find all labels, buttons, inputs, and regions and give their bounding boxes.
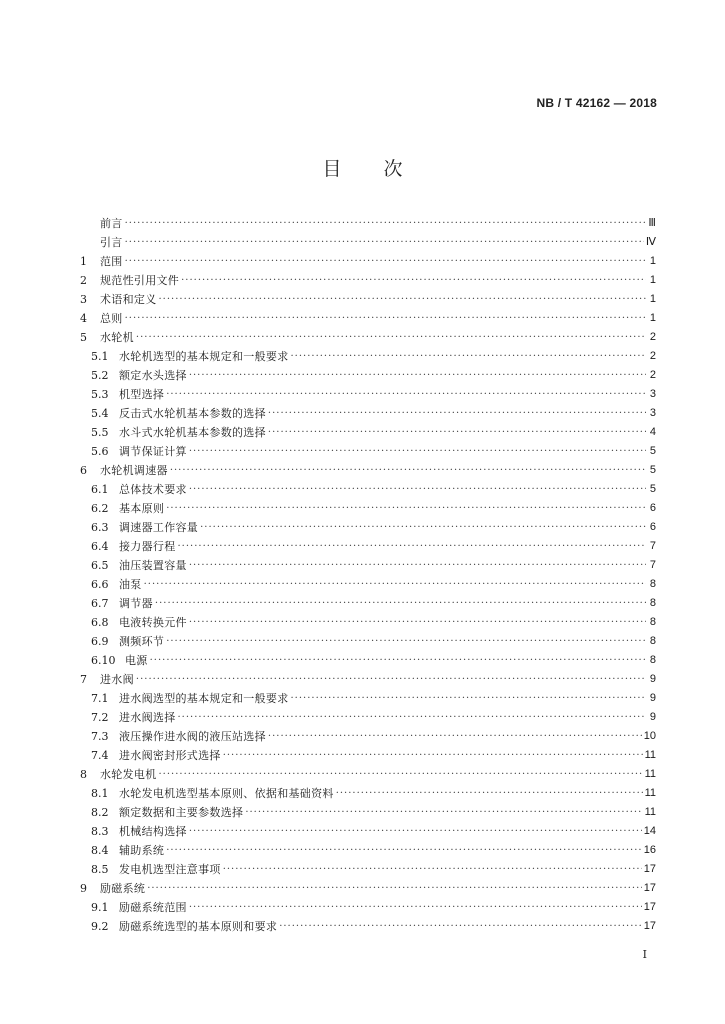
toc-entry[interactable] (80, 480, 656, 499)
toc-entry-page: 5 (649, 483, 656, 495)
toc-leader-dots (189, 480, 646, 499)
toc-entry-title: 接力器行程 (119, 540, 176, 553)
toc-entry-page: 8 (649, 635, 656, 647)
toc-entry-title: 规范性引用文件 (100, 274, 180, 287)
toc-entry-page: 10 (643, 730, 656, 742)
toc-entry-title: 进水阀密封形式选择 (119, 749, 221, 762)
toc-entry-number: 7.2 (91, 711, 109, 724)
toc-entry-number: 8 (80, 768, 87, 781)
toc-entry[interactable] (80, 252, 656, 271)
toc-entry-page: 7 (649, 540, 656, 552)
toc-entry-title: 机型选择 (119, 388, 165, 401)
toc-leader-dots (189, 442, 646, 461)
toc-leader-dots (268, 727, 642, 746)
toc-entry-page: 14 (643, 825, 656, 837)
toc-entry-title: 发电机选型注意事项 (119, 863, 221, 876)
toc-entry-number: 8.4 (91, 844, 109, 857)
table-of-contents (80, 214, 656, 936)
toc-entry-number: 8.3 (91, 825, 109, 838)
toc-entry-page: 9 (649, 692, 656, 704)
toc-entry[interactable] (80, 670, 656, 689)
toc-entry-page: 5 (649, 445, 656, 457)
toc-entry-title: 前言 (100, 217, 123, 230)
toc-entry-page: Ⅲ (648, 217, 656, 229)
toc-entry-title: 调节器 (119, 597, 153, 610)
toc-entry[interactable] (80, 803, 656, 822)
toc-entry-number: 7.3 (91, 730, 109, 743)
toc-entry-page: 9 (649, 673, 656, 685)
toc-entry-number: 9 (80, 882, 87, 895)
toc-entry[interactable] (80, 423, 656, 442)
toc-entry[interactable] (80, 461, 656, 480)
toc-entry-number: 6.5 (91, 559, 109, 572)
toc-leader-dots (166, 841, 642, 860)
toc-entry-number: 6.2 (91, 502, 109, 515)
toc-entry-number: 6.6 (91, 578, 109, 591)
toc-leader-dots (159, 290, 647, 309)
toc-entry-title: 额定数据和主要参数选择 (119, 806, 244, 819)
toc-entry-page: 11 (644, 787, 656, 799)
toc-entry[interactable] (80, 499, 656, 518)
toc-entry[interactable] (80, 347, 656, 366)
toc-entry-page: 6 (649, 521, 656, 533)
toc-entry[interactable] (80, 898, 656, 917)
toc-entry-title: 水轮机调速器 (100, 464, 168, 477)
toc-entry-page: 6 (649, 502, 656, 514)
toc-entry[interactable] (80, 651, 656, 670)
toc-entry-number: 9.2 (91, 920, 109, 933)
toc-entry-title: 引言 (100, 236, 123, 249)
toc-entry[interactable] (80, 879, 656, 898)
toc-entry[interactable] (80, 271, 656, 290)
toc-entry[interactable] (80, 784, 656, 803)
toc-entry-page: Ⅳ (645, 236, 656, 248)
toc-entry-number: 4 (80, 312, 87, 325)
toc-entry[interactable] (80, 822, 656, 841)
toc-entry-title: 油泵 (119, 578, 142, 591)
title-char-2: 次 (383, 158, 403, 180)
toc-entry[interactable] (80, 727, 656, 746)
toc-entry[interactable] (80, 328, 656, 347)
toc-entry-page: 7 (649, 559, 656, 571)
toc-entry[interactable] (80, 442, 656, 461)
toc-entry[interactable] (80, 214, 656, 233)
toc-entry[interactable] (80, 309, 656, 328)
toc-entry-page: 11 (644, 768, 656, 780)
toc-entry-number: 7.4 (91, 749, 109, 762)
toc-entry-number: 5.2 (91, 369, 109, 382)
toc-entry-title: 进水阀选择 (119, 711, 176, 724)
toc-entry-number: 1 (80, 255, 87, 268)
toc-entry-page: 9 (649, 711, 656, 723)
toc-leader-dots (166, 499, 646, 518)
toc-entry-page: 3 (649, 407, 656, 419)
toc-entry-number: 6.3 (91, 521, 109, 534)
toc-entry-page: 17 (643, 882, 656, 894)
toc-entry-number: 8.2 (91, 806, 109, 819)
toc-entry-number: 6.4 (91, 540, 109, 553)
toc-entry-title: 水轮发电机 (100, 768, 157, 781)
toc-entry-title: 机械结构选择 (119, 825, 187, 838)
toc-entry-number: 5.1 (91, 350, 109, 363)
toc-entry-page: 1 (649, 255, 656, 267)
toc-entry-number: 9.1 (91, 901, 109, 914)
toc-entry[interactable] (80, 290, 656, 309)
toc-leader-dots (144, 575, 646, 594)
toc-entry-title: 调节保证计算 (119, 445, 187, 458)
toc-entry-number: 8.5 (91, 863, 109, 876)
toc-leader-dots (223, 860, 642, 879)
toc-entry-title: 总体技术要求 (119, 483, 187, 496)
toc-entry[interactable] (80, 233, 656, 252)
footer-page-number: I (642, 948, 647, 961)
toc-entry-number: 8.1 (91, 787, 109, 800)
toc-entry-title: 水斗式水轮机基本参数的选择 (119, 426, 266, 439)
toc-entry-page: 17 (643, 863, 656, 875)
toc-leader-dots (291, 689, 647, 708)
toc-entry-number: 7 (80, 673, 87, 686)
toc-entry[interactable] (80, 594, 656, 613)
toc-leader-dots (189, 556, 646, 575)
toc-entry-page: 4 (649, 426, 656, 438)
toc-entry-page: 1 (649, 274, 656, 286)
toc-entry-page: 17 (643, 920, 656, 932)
toc-leader-dots (279, 917, 642, 936)
toc-entry-number: 5 (80, 331, 87, 344)
toc-leader-dots (189, 822, 642, 841)
toc-leader-dots (336, 784, 643, 803)
toc-entry-page: 2 (649, 331, 656, 343)
toc-leader-dots (189, 613, 646, 632)
toc-entry-title: 电源 (125, 654, 148, 667)
toc-entry-page: 16 (643, 844, 656, 856)
toc-entry-title: 基本原则 (119, 502, 165, 515)
toc-entry-title: 进水阀 (100, 673, 134, 686)
toc-leader-dots (268, 423, 646, 442)
toc-entry-title: 励磁系统范围 (119, 901, 187, 914)
toc-entry-number: 3 (80, 293, 87, 306)
toc-entry-page: 5 (649, 464, 656, 476)
toc-entry-number: 5.5 (91, 426, 109, 439)
toc-entry[interactable] (80, 366, 656, 385)
toc-entry-page: 2 (649, 369, 656, 381)
toc-leader-dots (136, 670, 646, 689)
toc-leader-dots (147, 879, 642, 898)
toc-entry-number: 5.3 (91, 388, 109, 401)
toc-leader-dots (223, 746, 643, 765)
toc-entry-number: 6.7 (91, 597, 109, 610)
toc-entry-page: 8 (649, 654, 656, 666)
toc-leader-dots (166, 385, 646, 404)
toc-entry-page: 17 (643, 901, 656, 913)
toc-entry-title: 励磁系统 (100, 882, 146, 895)
toc-entry-title: 辅助系统 (119, 844, 165, 857)
toc-entry[interactable] (80, 385, 656, 404)
toc-entry-number: 2 (80, 274, 87, 287)
toc-entry[interactable] (80, 765, 656, 784)
toc-entry-title: 水轮机选型的基本规定和一般要求 (119, 350, 289, 363)
toc-entry-title: 范围 (100, 255, 123, 268)
toc-leader-dots (245, 803, 642, 822)
toc-leader-dots (166, 632, 646, 651)
toc-entry-title: 总则 (100, 312, 123, 325)
toc-leader-dots (125, 233, 644, 252)
toc-entry[interactable] (80, 404, 656, 423)
toc-entry-page: 1 (649, 293, 656, 305)
toc-leader-dots (178, 537, 647, 556)
toc-entry[interactable] (80, 917, 656, 936)
toc-leader-dots (189, 898, 642, 917)
toc-entry-page: 8 (649, 597, 656, 609)
toc-leader-dots (181, 271, 646, 290)
toc-entry-title: 油压装置容量 (119, 559, 187, 572)
toc-leader-dots (189, 366, 646, 385)
toc-leader-dots (125, 214, 646, 233)
toc-entry-title: 反击式水轮机基本参数的选择 (119, 407, 266, 420)
toc-entry-page: 8 (649, 578, 656, 590)
toc-leader-dots (136, 328, 646, 347)
toc-leader-dots (291, 347, 647, 366)
toc-entry[interactable] (80, 746, 656, 765)
toc-entry-number: 6.8 (91, 616, 109, 629)
toc-entry-title: 励磁系统选型的基本原则和要求 (119, 920, 278, 933)
toc-entry-title: 测频环节 (119, 635, 165, 648)
toc-leader-dots (150, 651, 646, 670)
toc-entry[interactable] (80, 575, 656, 594)
toc-entry[interactable] (80, 518, 656, 537)
toc-entry-title: 电液转换元件 (119, 616, 187, 629)
toc-leader-dots (155, 594, 646, 613)
toc-entry-number: 6.1 (91, 483, 109, 496)
toc-entry[interactable] (80, 632, 656, 651)
toc-entry-number: 6.10 (91, 654, 116, 667)
page-title (0, 154, 725, 181)
toc-entry-title: 水轮发电机选型基本原则、依据和基础资料 (119, 787, 334, 800)
toc-entry-number: 7.1 (91, 692, 109, 705)
toc-entry-title: 液压操作进水阀的液压站选择 (119, 730, 266, 743)
toc-entry-title: 调速器工作容量 (119, 521, 199, 534)
toc-leader-dots (200, 518, 646, 537)
toc-entry-title: 术语和定义 (100, 293, 157, 306)
title-char-1: 目 (322, 158, 342, 180)
toc-entry[interactable] (80, 537, 656, 556)
toc-entry-number: 6 (80, 464, 87, 477)
toc-entry[interactable] (80, 860, 656, 879)
toc-leader-dots (170, 461, 646, 480)
toc-entry[interactable] (80, 556, 656, 575)
toc-entry-page: 2 (649, 350, 656, 362)
toc-entry-page: 1 (649, 312, 656, 324)
toc-entry-title: 进水阀选型的基本规定和一般要求 (119, 692, 289, 705)
toc-leader-dots (159, 765, 643, 784)
toc-entry-page: 11 (644, 749, 656, 761)
toc-entry-title: 水轮机 (100, 331, 134, 344)
toc-entry-title: 额定水头选择 (119, 369, 187, 382)
toc-leader-dots (268, 404, 646, 423)
toc-entry-page: 8 (649, 616, 656, 628)
toc-entry[interactable] (80, 613, 656, 632)
toc-leader-dots (178, 708, 647, 727)
toc-leader-dots (125, 309, 646, 328)
toc-entry[interactable] (80, 841, 656, 860)
document-code: NB / T 42162 — 2018 (536, 96, 657, 110)
toc-entry-number: 6.9 (91, 635, 109, 648)
toc-entry[interactable] (80, 708, 656, 727)
toc-entry[interactable] (80, 689, 656, 708)
toc-entry-page: 3 (649, 388, 656, 400)
toc-entry-number: 5.4 (91, 407, 109, 420)
toc-leader-dots (125, 252, 646, 271)
toc-entry-page: 11 (644, 806, 656, 818)
toc-entry-number: 5.6 (91, 445, 109, 458)
